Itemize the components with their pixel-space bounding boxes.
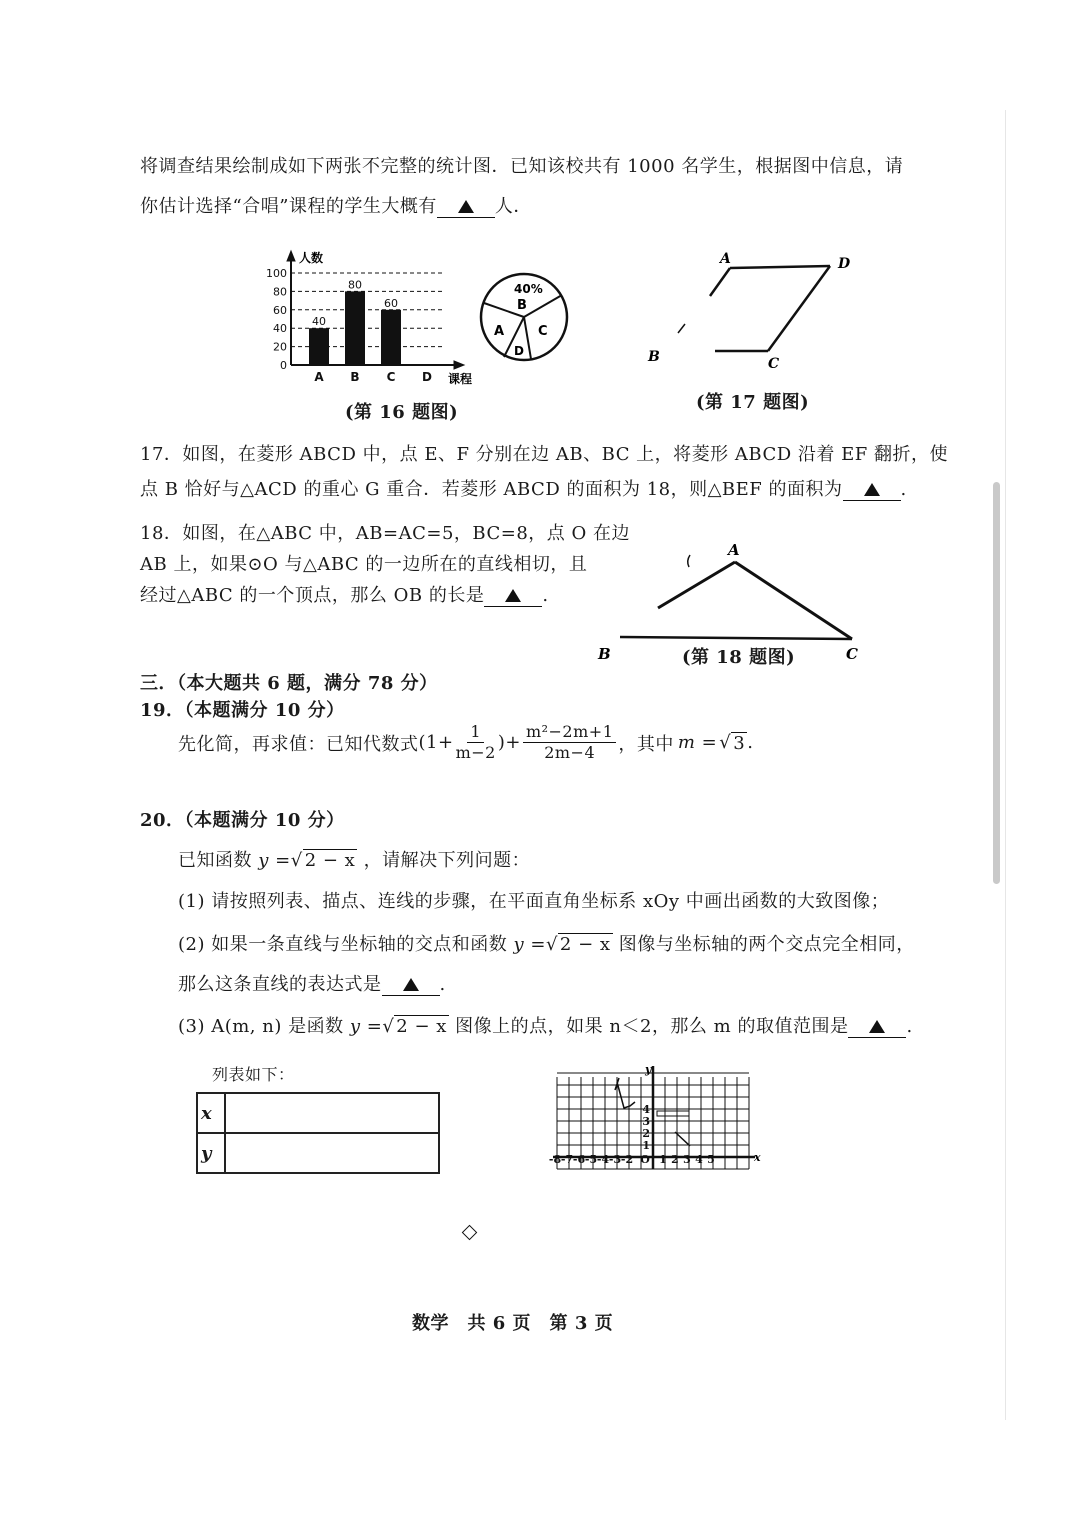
q17-figure	[640, 248, 865, 368]
q20-intro	[178, 846, 530, 872]
q19-header: 19．（本题满分 10 分）	[140, 700, 345, 721]
q17-point-a: A	[720, 251, 731, 267]
q18-text-line2: AB 上，如果⊙O 与△ABC 的一边所在的直线相切，且	[140, 554, 588, 575]
grid-y-tick-label: 3	[642, 1115, 650, 1128]
table-header-y: y	[197, 1133, 225, 1173]
chart-data-label: 80	[348, 278, 362, 292]
section3-title: 三．（本大题共 6 题，满分 78 分）	[140, 673, 438, 694]
pie-divider	[524, 317, 531, 359]
q18-point-c: C	[846, 645, 858, 663]
q20-func-lhs: y =	[258, 850, 291, 871]
q20-func-radicand: 2 − x	[304, 850, 356, 871]
chart-bar	[345, 291, 365, 365]
q19-expression	[178, 722, 753, 763]
q20-part3-a: (3) A(m, n) 是函数	[178, 1016, 344, 1037]
chart-y-tick-label: 60	[273, 303, 287, 317]
bar-chart	[255, 245, 480, 390]
answer-blank-17	[843, 479, 901, 501]
chart-x-tick-label: C	[386, 370, 396, 384]
grid-x-tick-label: -3	[608, 1153, 622, 1166]
chart-y-tick-label: 40	[273, 322, 287, 336]
chart-y-tick-label: 80	[273, 285, 287, 299]
q18-text-line3-b: .	[542, 585, 549, 606]
sqrt-icon: √	[382, 1016, 395, 1037]
q19-sqrt-value: 3	[733, 732, 746, 754]
q19-frac2-num: m²−2m+1	[523, 722, 616, 743]
q17-point-b: B	[648, 349, 660, 365]
grid-x-tick-label: 3	[683, 1153, 691, 1166]
pie-divider	[524, 295, 562, 317]
q18-point-a: A	[728, 541, 740, 559]
chart-x-tick-label: B	[350, 370, 360, 384]
scrollbar-track[interactable]	[1005, 110, 1018, 1420]
pie-label-c: C	[538, 324, 548, 339]
q16-text-line2-a: 你估计选择“合唱”课程的学生大概有	[140, 196, 437, 217]
pie-label-d: D	[514, 344, 524, 358]
q20-part2-line2	[178, 970, 446, 996]
table-cell-y[interactable]	[225, 1133, 439, 1173]
q20-part1: (1) 请按照列表、描点、连线的步骤，在平面直角坐标系 xOy 中画出函数的大致图像；	[178, 891, 890, 912]
triangle-icon	[864, 483, 880, 496]
q17-edge-ad	[730, 266, 830, 268]
q17-point-d: D	[838, 256, 851, 272]
q17-edge-mark	[678, 324, 685, 333]
chart-y-arrow-icon	[287, 251, 295, 261]
grid-eraser-mark	[657, 1111, 689, 1116]
q17-point-c: C	[768, 356, 780, 368]
chart-y-tick-label: 0	[280, 359, 287, 372]
answer-blank-20-2	[382, 974, 440, 996]
triangle-icon	[458, 200, 474, 213]
chart-x-tick-label: A	[314, 370, 324, 384]
q20-intro-b: ，请解决下列问题：	[363, 850, 531, 871]
chart-y-tick-label: 20	[273, 340, 287, 354]
scrollbar-thumb[interactable]	[993, 482, 1000, 884]
table-row	[197, 1093, 439, 1133]
triangle-icon	[869, 1020, 885, 1033]
q19-mid: )+	[497, 732, 521, 753]
q19-open: (1+	[418, 732, 454, 753]
q16-text-line1: 将调查结果绘制成如下两张不完整的统计图．已知该校共有 1000 名学生，根据图中信息，请	[140, 156, 904, 177]
coordinate-grid	[525, 1062, 765, 1174]
grid-y-tick-label: 2	[642, 1127, 650, 1140]
q20-part2-line2-a: 那么这条直线的表达式是	[178, 974, 382, 995]
q19-m-eq: m =	[677, 732, 718, 753]
q17-caption: (第 17 题图)	[696, 392, 810, 413]
chart-bar	[309, 328, 329, 365]
chart-y-tick-label: 100	[266, 267, 287, 280]
grid-x-tick-label: -6	[572, 1153, 586, 1166]
grid-x-tick-label: 2	[671, 1153, 679, 1166]
q20-func-radicand: 2 − x	[559, 934, 611, 955]
q18-point-b: B	[598, 645, 611, 663]
triangle-icon	[505, 589, 521, 602]
table-row	[197, 1133, 439, 1173]
q20-part2-line2-b: .	[439, 974, 446, 995]
q20-part2	[178, 930, 915, 956]
q16-caption: (第 16 题图)	[345, 402, 459, 423]
q18-arc-mark	[688, 555, 690, 567]
grid-x-tick-label: -2	[620, 1153, 634, 1166]
q20-func-lhs: y =	[513, 934, 546, 955]
grid-x-tick-label: -7	[560, 1153, 574, 1166]
q16-text-line2-b: 人．	[494, 196, 532, 217]
answer-blank-16	[437, 196, 495, 218]
q20-header: 20．（本题满分 10 分）	[140, 810, 345, 831]
pie-label-b: B	[517, 298, 527, 313]
table-header-x: x	[197, 1093, 225, 1133]
pie-label-a: A	[494, 324, 505, 339]
chart-x-tick-label: D	[422, 370, 432, 384]
page-footer: 数学 共 6 页 第 3 页	[412, 1313, 614, 1334]
grid-x-tick-label: O	[640, 1153, 650, 1166]
pie-annotation: 40%	[514, 282, 543, 296]
q18-text-line3-a: 经过△ABC 的一个顶点，那么 OB 的长是	[140, 585, 485, 606]
q17-edge-ab	[710, 268, 730, 296]
q16-text-line2	[140, 192, 532, 218]
diamond-icon	[462, 1225, 478, 1241]
table-cell-x[interactable]	[225, 1093, 439, 1133]
chart-data-label: 40	[312, 315, 326, 329]
q19-end: .	[747, 732, 754, 753]
answer-blank-20-3	[848, 1016, 906, 1038]
grid-x-tick-label: 1	[659, 1153, 667, 1166]
chart-x-arrow-icon	[454, 361, 464, 369]
q18-text-line1: 18．如图，在△ABC 中，AB=AC=5，BC=8，点 O 在边	[140, 523, 630, 544]
q19-frac1-num: 1	[467, 722, 484, 743]
sqrt-icon: √	[545, 934, 558, 955]
grid-y-tick-label: 4	[642, 1103, 650, 1116]
sqrt-icon: √	[290, 850, 303, 871]
value-table	[196, 1092, 440, 1174]
grid-x-tick-label: -4	[596, 1153, 610, 1166]
q18-edge-bc	[620, 637, 852, 639]
q17-text-line2-b: .	[900, 479, 907, 500]
q20-part2-b: 图像与坐标轴的两个交点完全相同，	[618, 934, 915, 955]
q17-text-line1: 17．如图，在菱形 ABCD 中，点 E、F 分别在边 AB、BC 上，将菱形 ABCD 沿着 EF 翻折，使	[140, 444, 948, 465]
q19-text-b: ，其中	[618, 733, 674, 755]
pie-chart	[476, 270, 576, 365]
q20-intro-a: 已知函数	[178, 850, 252, 871]
chart-data-label: 60	[384, 296, 398, 310]
sqrt-icon: √	[719, 732, 732, 753]
q20-part3-b: 图像上的点，如果 n＜2，那么 m 的取值范围是	[455, 1016, 849, 1037]
triangle-icon	[403, 978, 419, 991]
q18-edge-ab	[658, 562, 735, 608]
q20-part2-a: (2) 如果一条直线与坐标轴的交点和函数	[178, 934, 508, 955]
grid-axis-x-label: x	[754, 1151, 761, 1164]
q19-text-a: 先化简，再求值：已知代数式	[178, 733, 419, 755]
q20-part3-c: .	[906, 1016, 913, 1037]
q19-frac2-den: 2m−4	[544, 743, 596, 762]
q20-part3	[178, 1012, 913, 1038]
q17-text-line2-a: 点 B 恰好与△ACD 的重心 G 重合．若菱形 ABCD 的面积为 18，则△BEF 的面积为	[140, 479, 843, 500]
q20-func-lhs: y =	[349, 1016, 383, 1037]
q17-edge-dc	[768, 266, 830, 351]
q20-table-label: 列表如下：	[212, 1065, 295, 1084]
answer-blank-18	[484, 585, 542, 607]
q20-func-radicand: 2 − x	[396, 1016, 447, 1037]
q18-caption: (第 18 题图)	[682, 647, 796, 668]
chart-bar	[381, 310, 401, 365]
q19-fraction-2	[523, 722, 616, 763]
grid-x-tick-label: -5	[584, 1153, 598, 1166]
grid-x-tick-label: -8	[548, 1153, 562, 1166]
q17-text-line2	[140, 475, 907, 501]
grid-x-tick-label: 4	[695, 1153, 703, 1166]
q18-text-line3	[140, 581, 549, 607]
q19-frac1-den: m−2	[455, 743, 496, 762]
chart-xlabel: 课程	[448, 372, 473, 386]
grid-axis-y-label: y	[645, 1063, 652, 1076]
chart-ylabel: 人数	[299, 251, 324, 265]
grid-x-tick-label: 5	[707, 1153, 715, 1166]
grid-y-tick-label: 1	[642, 1139, 650, 1152]
q19-fraction-1	[456, 722, 496, 763]
q18-edge-ac	[735, 562, 852, 639]
